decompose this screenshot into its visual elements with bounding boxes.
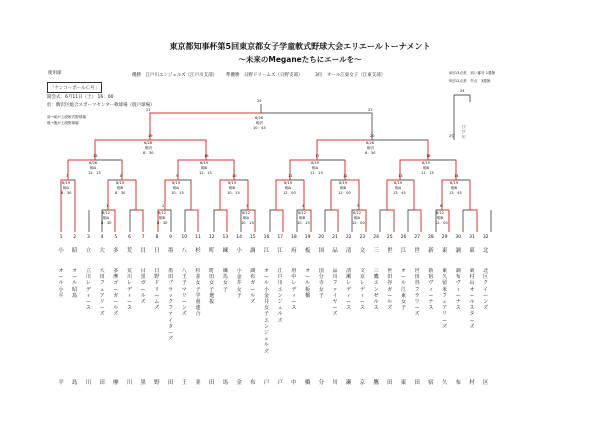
team-club: 調布ガールズ [250, 268, 256, 306]
semis-venue: 駒沢 [145, 146, 153, 150]
team-club: オール江東女子 [400, 268, 406, 312]
team-name: 戸 [277, 380, 283, 386]
team-name: 区 [482, 380, 489, 386]
team-club: 小金井女子 [236, 268, 242, 299]
team-name: 田 [99, 380, 105, 386]
team-number: 27 [414, 235, 421, 240]
final-num-left: 21 [146, 108, 151, 112]
quarters-date: 6/19 [422, 161, 431, 165]
quarters-date: 6/26 [89, 161, 98, 165]
note-2: 後→後が上段野球場 [47, 121, 79, 125]
r2-num: 10 [232, 174, 237, 178]
r1-time: 12：00 [352, 221, 365, 225]
team-club: 三鷹エンゼルス [373, 268, 379, 312]
team-area: 東 [441, 248, 448, 254]
r2-num: 12 [343, 174, 348, 178]
team-name: 平 [58, 380, 64, 386]
r2-date: 6/19 [116, 181, 125, 185]
r2-venue: 駒B [117, 186, 124, 190]
quarters-time: 12：15 [88, 171, 101, 175]
team-area: 八 [181, 248, 188, 254]
team-club: 東村山オールスターズ [469, 268, 475, 330]
quarters-num: 15 [93, 154, 98, 158]
r2-num: 7 [66, 174, 69, 178]
team-name: 川 [85, 380, 92, 386]
r2-time: 10：15 [171, 191, 184, 195]
team-area: 小 [236, 248, 242, 254]
r2-num: 9 [176, 174, 179, 178]
team-number: 29 [441, 235, 448, 240]
team-club: 多摩ゴーガールズ [113, 268, 119, 318]
r1-time: 8：30 [101, 221, 112, 225]
team-number: 6 [128, 235, 131, 240]
r2-time: 13：45 [449, 191, 462, 195]
team-number: 16 [263, 235, 270, 240]
r2-date: 6/19 [172, 181, 181, 185]
r2-num: 14 [454, 174, 459, 178]
team-name: 京 [359, 380, 366, 386]
r2-time: 10：15 [227, 191, 240, 195]
team-area: 荒 [126, 248, 133, 254]
r2-date: 6/19 [339, 181, 348, 185]
team-name: 黒 [140, 380, 146, 386]
date-text: 開会式：6月11日（土） 16：00 [47, 95, 114, 100]
semis-venue: 駒沢 [367, 146, 375, 150]
team-club: 文京レディース [359, 268, 365, 312]
r1-date: 6/12 [102, 211, 111, 215]
team-number: 19 [304, 235, 311, 240]
team-club: 品川ファイヤーズ [332, 268, 338, 318]
winner-text: 優勝 江戸川エンジェルズ（江戸川支部） [132, 73, 218, 78]
team-number: 32 [482, 235, 489, 240]
team-club: オール小平 [58, 268, 64, 299]
r2-venue: 駒B [229, 186, 236, 190]
team-area: 江 [263, 248, 270, 254]
r1-date: 6/12 [436, 211, 445, 215]
extra-side-3: 川 [462, 135, 466, 139]
team-number: 31 [469, 235, 475, 240]
team-area: 府 [291, 248, 297, 254]
team-name: 鷹 [373, 380, 379, 386]
team-area: 昭 [71, 248, 78, 254]
team-club: 世田谷ガールズ [387, 268, 393, 312]
team-number: 13 [222, 235, 229, 240]
r1-venue: 駒A [103, 216, 110, 220]
team-name: 田 [208, 380, 215, 386]
team-number: 14 [236, 235, 242, 240]
r1-time: 10：15 [297, 221, 310, 225]
r1-num: 3 [246, 204, 249, 208]
r1-date: 6/12 [158, 211, 167, 215]
final-time: 10：45 [253, 126, 266, 130]
team-area: 世 [414, 248, 420, 254]
final-date: 6/26 [255, 116, 264, 120]
team-name: 久 [441, 380, 448, 386]
r2-time: 8：30 [115, 191, 126, 195]
r2-time: 13：45 [393, 191, 406, 195]
r1-date: 6/12 [353, 211, 362, 215]
team-number: 24 [373, 235, 379, 240]
r2-time: 8：30 [61, 191, 72, 195]
team-club: 荒川レディース [126, 268, 132, 312]
extra-side-1: 江 [462, 125, 466, 129]
team-number: 2 [73, 235, 77, 240]
team-club: 八王子マリーンズ [181, 268, 187, 318]
team-number: 1 [59, 235, 63, 240]
r2-num: 8 [120, 174, 123, 178]
team-club: 墨田ブラックファイターズ [168, 268, 174, 343]
r2-num: 11 [288, 174, 293, 178]
semis-date: 6/26 [144, 141, 153, 145]
quarters-venue: 駒A [90, 166, 97, 170]
ball-label: 使用球 [48, 71, 62, 76]
r1-time: 12：00 [435, 221, 448, 225]
team-name: 川 [332, 380, 338, 386]
team-club: オール板橋 [305, 268, 311, 299]
team-number: 4 [100, 235, 104, 240]
team-name: 馬 [222, 380, 229, 386]
r2-venue: 駒A [395, 186, 402, 190]
r1-date: 6/12 [242, 211, 251, 215]
r1-num: 2 [162, 204, 165, 208]
team-number: 7 [141, 235, 145, 240]
team-name: 宿 [428, 380, 434, 386]
team-number: 25 [386, 235, 393, 240]
team-name: 布 [250, 380, 256, 386]
team-area: 杉 [195, 248, 201, 254]
quarters-venue: 駒A [312, 166, 319, 170]
r1-num: 4 [302, 204, 305, 208]
team-area: 品 [332, 248, 338, 254]
r1-time: 10：15 [241, 221, 254, 225]
team-number: 28 [428, 235, 434, 240]
r2-num: 13 [398, 174, 403, 178]
team-number: 10 [181, 235, 188, 240]
team-area: 調 [455, 248, 462, 254]
team-area: 多 [113, 248, 119, 254]
semis-time: 8：30 [365, 151, 376, 155]
team-club: 清瀬レディース [346, 268, 352, 312]
team-number: 22 [345, 235, 352, 240]
semis-num: 20 [370, 134, 375, 138]
quarters-venue: 駒B [201, 166, 208, 170]
team-area: 日 [154, 248, 160, 254]
team-club: 新宿ヴィーナス [428, 268, 434, 312]
team-name: 金 [236, 380, 242, 386]
semis-time: 8：30 [143, 151, 154, 155]
extra-side-2: 戸 [462, 130, 466, 134]
extra-num: 24 [460, 89, 465, 93]
r1-venue: 駒B [299, 216, 306, 220]
semis-date: 6/26 [366, 141, 375, 145]
team-name: 分 [318, 380, 325, 386]
team-number: 30 [455, 235, 462, 240]
team-club: 江戸川エンジェルズ [277, 268, 283, 324]
team-name: 島 [71, 380, 78, 386]
team-area: 大 [99, 248, 105, 254]
team-club: 立川レディース [85, 268, 91, 312]
team-name: 並 [195, 380, 201, 386]
team-area: 板 [304, 248, 311, 254]
team-name: 村 [469, 380, 475, 386]
r2-date: 6/19 [394, 181, 403, 185]
quarters-time: 12：15 [199, 171, 212, 175]
final-venue: 駒沢 [256, 121, 264, 125]
quarters-venue: 駒B [423, 166, 430, 170]
team-name: 中 [291, 380, 297, 386]
quarters-date: 6/19 [200, 161, 209, 165]
team-club: 町田女子選抜 [209, 268, 215, 306]
team-area: 北 [482, 248, 489, 254]
third-text: 3位 オール江東女子（江東支部） [315, 73, 386, 78]
team-name: 田 [414, 380, 420, 386]
semis-num: 19 [148, 134, 153, 138]
team-number: 23 [359, 235, 366, 240]
team-area: 新 [428, 248, 434, 254]
team-name: 田 [167, 380, 174, 386]
r2-time: 12：00 [338, 191, 351, 195]
team-number: 9 [169, 235, 173, 240]
team-name: 橋 [304, 380, 311, 386]
team-area: 町 [208, 248, 215, 254]
team-number: 20 [318, 235, 325, 240]
extra-label: 2位 [449, 134, 455, 138]
rule-line-2: 5回12点差 失点 3悪無 [449, 79, 491, 83]
team-number: 8 [155, 235, 159, 240]
team-name: 川 [126, 380, 133, 386]
team-number: 18 [291, 235, 297, 240]
team-number: 5 [114, 235, 118, 240]
r1-num: 5 [357, 204, 360, 208]
team-club: 世田谷フラワーズ [414, 268, 420, 318]
r1-num: 1 [106, 204, 109, 208]
runnerup-text: 準優勝 日野ドリームズ（日野支部） [226, 73, 303, 78]
r2-venue: 駒A [285, 186, 292, 190]
team-number: 15 [249, 235, 256, 240]
team-name: 東 [400, 380, 407, 386]
team-area: 文 [359, 248, 366, 254]
team-club: 練馬女子 [222, 268, 228, 293]
r2-date: 6/19 [228, 181, 237, 185]
team-name: 王 [181, 380, 188, 386]
team-area: 清 [345, 248, 352, 254]
team-club: オール昭島 [72, 268, 78, 299]
r1-venue: 駒B [437, 216, 444, 220]
team-number: 17 [277, 235, 284, 240]
team-area: 墨 [167, 248, 174, 254]
team-name: 野 [154, 380, 160, 386]
team-club: 調布ヴィーナス [455, 268, 461, 312]
r2-date: 6/19 [284, 181, 293, 185]
r1-num: 6 [440, 204, 443, 208]
final-num-top: 25 [257, 99, 262, 103]
team-area: 世 [387, 248, 393, 254]
team-name: 布 [455, 380, 462, 386]
team-club: 国分寺女子 [318, 268, 324, 299]
note-1: 前→前が上段軟式野球場 [47, 115, 86, 119]
team-club: 目黒ガールズ [140, 268, 146, 306]
team-area: 東 [469, 248, 475, 254]
r1-venue: 駒B [159, 216, 166, 220]
team-club: 府中レディース [291, 268, 297, 312]
team-area: 練 [222, 248, 229, 254]
final-num-right: 22 [368, 108, 373, 112]
team-number: 3 [86, 235, 90, 240]
team-number: 26 [400, 235, 407, 240]
team-area: 調 [250, 248, 256, 254]
team-area: 江 [400, 248, 407, 254]
r2-venue: 駒A [173, 186, 180, 190]
quarters-num: 17 [315, 154, 320, 158]
team-club: 杉並女子学童連合 [195, 268, 201, 318]
quarters-num: 16 [204, 154, 209, 158]
team-area: 三 [373, 248, 379, 254]
quarters-num: 18 [426, 154, 431, 158]
r2-date: 6/19 [450, 181, 459, 185]
place-text: 於：駒沢区総合スポーツセンター軟球場（既戸球場） [47, 103, 155, 108]
r1-date: 6/12 [298, 211, 307, 215]
r1-time: 8：30 [157, 221, 168, 225]
r1-venue: 駒A [354, 216, 361, 220]
rule-line-1: 4回13点差 肩い審号 1悪無 [449, 71, 496, 75]
team-club: 日野ドリームズ [154, 268, 160, 312]
r2-time: 12：00 [283, 191, 296, 195]
team-number: 11 [195, 235, 201, 240]
quarters-time: 11：15 [421, 171, 434, 175]
team-club: 東久留米フェアリーズ [442, 268, 448, 330]
team-area: 江 [277, 248, 283, 254]
team-club: 北区クイーンズ [483, 268, 489, 312]
r2-venue: 駒A [63, 186, 70, 190]
team-area: 小 [58, 248, 64, 254]
team-name: 戸 [263, 380, 270, 386]
page-subtitle: 〜未来のMeganeたちにエールを〜 [238, 55, 362, 64]
ball-name: 「ケンコーボールＣ号」 [50, 86, 100, 91]
r2-venue: 駒B [451, 186, 458, 190]
team-number: 12 [208, 235, 215, 240]
quarters-time: 11：15 [310, 171, 323, 175]
page-title: 東京都知事杯第5回東京都女子学童軟式野球大会エリエールトーナメント [169, 42, 431, 51]
team-area: 目 [140, 248, 146, 254]
team-name: 瀬 [345, 380, 352, 386]
team-name: 田 [387, 380, 393, 386]
r2-venue: 駒B [340, 186, 347, 190]
r1-venue: 駒A [243, 216, 250, 220]
quarters-date: 6/19 [311, 161, 320, 165]
team-name: 摩 [113, 380, 119, 386]
team-number: 21 [332, 235, 338, 240]
team-club: 大田フェアリーズ [99, 268, 105, 318]
r2-date: 6/19 [62, 181, 71, 185]
team-area: 国 [318, 248, 325, 254]
team-area: 立 [85, 248, 92, 254]
team-club: オール小金井女子エンジェルズ [263, 268, 269, 355]
